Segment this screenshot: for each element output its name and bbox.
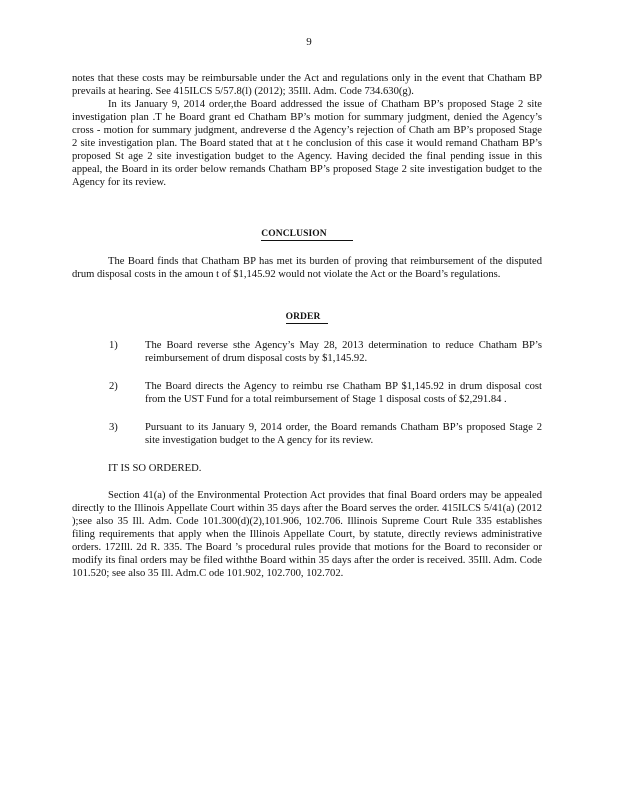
conclusion-heading: CONCLUSION bbox=[72, 228, 542, 241]
order-item-number: 2) bbox=[109, 381, 118, 392]
intro-paragraph-1: notes that these costs may be reimbursable under the Act and regulations only in the event that Chatham BP prevails at hearing. See 415ILCS 5/57.8(l) (2012); 35Ill. Adm. Code 734.630(g). bbox=[72, 73, 542, 97]
conclusion-section bbox=[72, 228, 542, 281]
order-item-text: The Board reverse sthe Agency’s May 28, 2013 determination to reduce Chatham BP’s reimbursement of drum disposal costs by $1,145.92. bbox=[145, 340, 542, 364]
appeal-paragraph: Section 41(a) of the Environmental Protection Act provides that final Board orders may be appealed directly to the Illinois Appellate Court within 35 days after the Board serves the order. 415ILCS 5/41(a) (2012 );see also 35 Ill. Adm. Code 101.300(d)(2),101.906, 102.706. Illinois Supreme Court Rule 335 establishes filing requirements that apply when the Illinois Appellate Court, by statute, directly reviews administrative orders. 172Ill. 2d R. 335. The Board ’s procedural rules provide that motions for the Board to reconsider or modify its final orders may be filed withthe Board within 35 days after the order is received. 35Ill. Adm. Code 101.520; see also 35 Ill. Adm.C ode 101.902, 102.700, 102.702. bbox=[72, 490, 542, 579]
order-item-3 bbox=[72, 421, 542, 447]
order-item-text: Pursuant to its January 9, 2014 order, the Board remands Chatham BP’s proposed Stage 2 site investigation budget to the A gency for its review. bbox=[145, 422, 542, 446]
order-item-number: 1) bbox=[109, 340, 118, 351]
order-section bbox=[72, 311, 542, 580]
intro-paragraph-2: In its January 9, 2014 order,the Board addressed the issue of Chatham BP’s proposed Stage 2 site investigation plan .T he Board grant ed Chatham BP’s motion for summary judgment, denied the Agency’s cross - motion for summary judgment, andreverse d the Agency’s rejection of Chath am BP’s proposed Stage 2 site investigation plan. The Board stated that at t he conclusion of this case it would remand Chatham BP’s proposed St age 2 site investigation budget to the Agency. Having decided the final pending issue in this appeal, the Board in its order below remands Chatham BP’s proposed Stage 2 site investigation budget to the Agency for its review. bbox=[72, 99, 542, 188]
conclusion-paragraph: The Board finds that Chatham BP has met its burden of proving that reimbursement of the disputed drum disposal costs in the amoun t of $1,145.92 would not violate the Act or the Board’s regulations. bbox=[72, 256, 542, 280]
order-item-text: The Board directs the Agency to reimbu rse Chatham BP $1,145.92 in drum disposal cost from the UST Fund for a total reimbursement of Stage 1 disposal costs of $2,291.84 . bbox=[145, 381, 542, 405]
intro-section bbox=[72, 72, 542, 189]
order-item-2 bbox=[72, 380, 542, 406]
page-number: 9 bbox=[306, 36, 312, 48]
so-ordered: IT IS SO ORDERED. bbox=[108, 463, 202, 474]
order-item-number: 3) bbox=[109, 422, 118, 433]
order-item-1 bbox=[72, 339, 542, 365]
order-heading: ORDER bbox=[72, 311, 542, 324]
